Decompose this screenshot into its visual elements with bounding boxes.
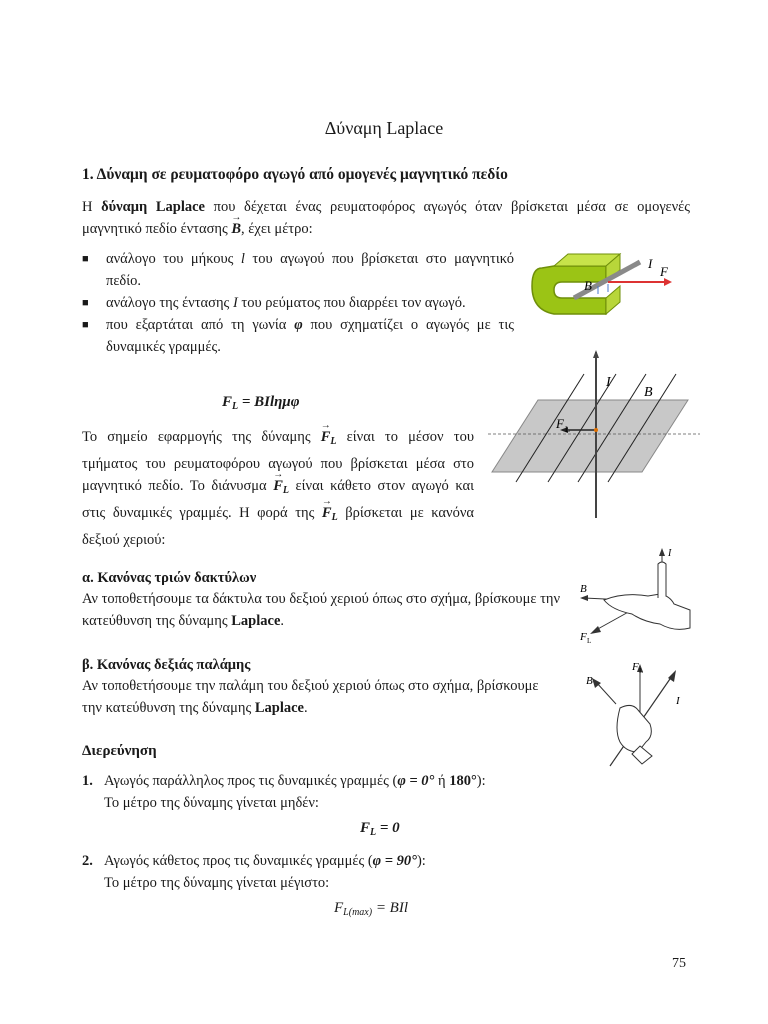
rule-b-heading: β. Κανόνας δεξιάς παλάμης	[82, 657, 251, 673]
list-item: ■ που εξαρτάται από τη γωνία φ που σχηματίζει ο αγωγός με τις δυναμικές γραμμές.	[82, 317, 514, 355]
finger-label-l: L	[587, 637, 592, 645]
magnet-figure	[528, 244, 690, 324]
magnet-label-b: B	[584, 278, 592, 293]
plane-label-b: B	[644, 385, 653, 400]
magnet-label-i: I	[648, 256, 653, 271]
rule-a-text: Αν τοποθετήσουμε τα δάκτυλα του δεξιού χεριού όπως στο σχήμα, βρίσκουμε την κατεύθυνση της δύναμης Laplace.	[82, 591, 561, 629]
finger-label-b: B	[580, 583, 587, 595]
discussion-item-2: 2. Αγωγός κάθετος προς τις δυναμικές γραμμές (φ = 90°):	[82, 853, 426, 869]
max-force-formula: $F_{L(max)}$ = BIl	[334, 900, 409, 918]
discussion-item-1: 1. Αγωγός παράλληλος προς τις δυναμικές γραμμές (φ = 0° ή 180°):	[82, 773, 486, 789]
finger-label-f: F	[580, 631, 587, 643]
palm-label-f: F	[632, 661, 639, 673]
plane-label-l: L	[565, 425, 570, 434]
intro-paragraph: Η δύναμη Laplace που δέχεται ένας ρευματοφόρος αγωγός όταν βρίσκεται μέσα σε ομογενές μαγνητικό πεδίο έντασης → B, έχει μέτρο:	[82, 196, 690, 240]
plane-figure	[488, 348, 702, 524]
rule-a-heading: α. Κανόνας τριών δακτύλων	[82, 570, 257, 586]
zero-force-formula: $F_L = 0$	[360, 820, 400, 838]
plane-label-f: F	[556, 416, 564, 431]
finger-label-i: I	[668, 548, 672, 559]
application-paragraph: Το σημείο εφαρμογής της $\delta ύ\nu\alpha\mu\eta\varsigma \to F_L$ είναι το μέσον του τμήματος του ρευματοφόρου αγωγού που βρίσκεται μέσα στο μαγνητικό πεδίο. Το $\delta\iota ά\nu\upsilon\sigma\mu\alpha \to F_L$ είναι κάθετο στον αγωγό και στις δυναμικές γραμμές. Η φορά $\tau\eta\varsigma \to F_L$ βρίσκεται με κανόνα δεξιού χεριού:	[82, 426, 474, 551]
property-list	[82, 248, 514, 358]
list-item: ■ ανάλογο του μήκους l του αγωγού που βρίσκεται στο μαγνητικό πεδίο.	[82, 251, 514, 289]
plane-label-i: I	[606, 375, 611, 390]
discussion-heading: Διερεύνηση	[82, 743, 157, 759]
three-finger-figure	[574, 544, 702, 648]
list-item: ■ ανάλογο της έντασης I του ρεύματος που διαρρέει τον αγωγό.	[82, 295, 466, 311]
laplace-formula: $F_L = BIl\eta\mu\varphi$	[222, 394, 300, 412]
palm-label-i: I	[676, 695, 680, 707]
palm-label-b: B	[586, 675, 593, 687]
palm-figure	[580, 656, 698, 770]
discussion-item-1-line2: Το μέτρο της δύναμης γίνεται μηδέν:	[104, 795, 319, 811]
palm-label-l: L	[639, 667, 644, 675]
page-title: Δύναμη Laplace	[324, 118, 444, 138]
magnet-label-f: F	[660, 264, 668, 279]
section-heading: 1. Δύναμη σε ρευματοφόρο αγωγό από ομογενές μαγνητικό πεδίο	[82, 166, 508, 183]
rule-b-text: Αν τοποθετήσουμε την παλάμη του δεξιού χεριού όπως στο σχήμα, βρίσκουμε την κατεύθυνση της δύναμης Laplace.	[82, 678, 539, 716]
discussion-item-2-line2: Το μέτρο της δύναμης γίνεται μέγιστο:	[104, 875, 330, 891]
page-number: 75	[672, 956, 686, 971]
